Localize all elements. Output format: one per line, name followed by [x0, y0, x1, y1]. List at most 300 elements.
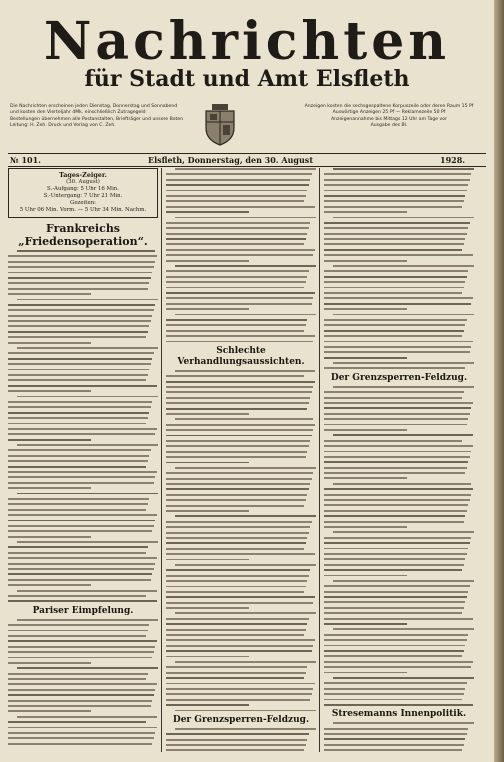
text-line	[166, 499, 306, 501]
text-line	[166, 195, 306, 197]
text-line	[8, 266, 154, 268]
text-line	[324, 424, 467, 426]
text-line	[324, 618, 473, 620]
text-line	[333, 628, 474, 630]
text-line	[166, 472, 313, 474]
text-line	[324, 351, 470, 353]
text-line	[324, 249, 462, 251]
text-line	[8, 552, 146, 554]
text-line	[324, 397, 462, 399]
text-line	[166, 335, 315, 337]
text-line	[8, 689, 155, 691]
text-line	[324, 569, 462, 571]
text-line	[8, 662, 91, 664]
text-line	[17, 541, 158, 543]
text-line	[333, 483, 471, 485]
text-line	[166, 287, 304, 289]
text-line	[166, 537, 307, 539]
text-line	[166, 666, 307, 668]
text-line	[8, 320, 151, 322]
text-line	[324, 591, 468, 593]
text-line	[8, 579, 151, 581]
text-line	[175, 728, 316, 730]
calendar-box	[8, 168, 158, 218]
text-line	[324, 645, 465, 647]
text-line	[166, 386, 313, 388]
text-line	[166, 575, 309, 577]
text-line	[8, 331, 148, 333]
text-line	[166, 435, 312, 437]
text-line	[17, 619, 158, 621]
text-line	[324, 413, 470, 415]
column-rule	[319, 168, 320, 752]
text-line	[324, 542, 470, 544]
text-line	[166, 634, 304, 636]
article-body	[324, 722, 474, 754]
info-line: Die Nachrichten erscheinen jeden Dienstag, Donnerstag und Sonnabend	[10, 104, 178, 109]
text-line	[166, 483, 310, 485]
text-line	[166, 319, 307, 321]
text-line	[8, 635, 146, 637]
text-line	[166, 704, 249, 706]
text-line	[8, 694, 154, 696]
info-line: Anzeigenannahme bis Mittags 12 Uhr am Tage vor	[331, 116, 447, 122]
text-line	[166, 184, 309, 186]
text-line	[8, 342, 91, 344]
text-line	[324, 504, 468, 506]
text-line	[333, 531, 474, 533]
text-line	[8, 406, 151, 408]
text-line	[324, 494, 471, 496]
text-line	[324, 693, 464, 695]
text-line	[8, 557, 157, 559]
text-line	[8, 563, 155, 565]
text-line	[8, 433, 155, 435]
text-line	[333, 677, 474, 679]
text-line	[166, 462, 249, 464]
text-line	[333, 362, 474, 364]
text-line	[324, 270, 468, 272]
text-line	[324, 548, 468, 550]
text-line	[166, 494, 307, 496]
text-line	[8, 737, 154, 739]
text-line	[8, 721, 146, 723]
text-line	[175, 314, 316, 316]
text-line	[324, 297, 473, 299]
text-line	[166, 227, 309, 229]
text-line	[324, 738, 465, 740]
article-heading: Schlechte Verhandlungsaussichten.	[177, 345, 305, 367]
text-line	[166, 424, 315, 426]
text-line	[324, 612, 462, 614]
article-heading: Stresemanns Innenpolitik.	[331, 709, 467, 720]
text-line	[8, 482, 154, 484]
text-line	[175, 515, 316, 517]
article-body	[166, 168, 316, 342]
text-line	[175, 710, 316, 712]
text-line	[324, 179, 470, 181]
text-line	[8, 449, 151, 451]
text-line	[166, 408, 307, 410]
text-line	[8, 525, 154, 527]
text-line	[8, 657, 152, 659]
text-line	[175, 564, 316, 566]
text-line	[166, 276, 307, 278]
text-line	[166, 254, 313, 256]
text-line	[8, 651, 154, 653]
column-1	[8, 168, 158, 754]
text-line	[8, 309, 154, 311]
text-line	[8, 412, 149, 414]
text-line	[324, 211, 407, 213]
text-line	[166, 303, 312, 305]
text-line	[166, 739, 307, 741]
text-line	[166, 270, 309, 272]
text-line	[166, 580, 307, 582]
text-line	[166, 413, 249, 415]
issue-date: Elsfleth, Donnerstag, den 30. August	[148, 155, 314, 165]
text-line	[8, 282, 149, 284]
text-line	[324, 728, 468, 730]
text-line	[324, 521, 464, 523]
text-line	[8, 595, 146, 597]
text-line	[324, 287, 464, 289]
text-line	[324, 634, 468, 636]
text-line	[8, 584, 91, 586]
text-line	[166, 749, 304, 751]
text-line	[8, 732, 155, 734]
column-3	[324, 168, 474, 754]
text-line	[324, 319, 467, 321]
text-line	[166, 211, 249, 213]
text-line	[166, 672, 306, 674]
text-line	[166, 688, 313, 690]
text-line	[324, 744, 464, 746]
text-line	[324, 672, 407, 674]
text-line	[166, 586, 306, 588]
text-line	[175, 168, 316, 170]
text-line	[166, 639, 315, 641]
info-line: Auswärtige Anzeigen 25 Pf — Reklamezeile 50 Pf	[332, 110, 446, 116]
text-line	[324, 184, 468, 186]
text-line	[324, 553, 467, 555]
article-body	[324, 168, 474, 369]
text-line	[8, 379, 146, 381]
text-line	[324, 650, 464, 652]
text-line	[324, 206, 462, 208]
info-line: Anzeigen kosten die sechsgespaltene Korpuszeile oder deren Raum 15 Pf	[304, 104, 474, 109]
text-line	[175, 265, 316, 267]
text-line	[324, 623, 407, 625]
text-line	[324, 515, 465, 517]
text-line	[333, 265, 474, 267]
text-line	[166, 596, 315, 598]
text-line	[8, 514, 157, 516]
text-line	[324, 456, 470, 458]
text-line	[324, 749, 462, 751]
text-line	[17, 396, 158, 398]
text-line	[324, 308, 407, 310]
text-line	[8, 498, 149, 500]
text-line	[8, 460, 148, 462]
text-line	[166, 645, 313, 647]
text-line	[166, 179, 310, 181]
text-line	[324, 601, 465, 603]
text-line	[324, 526, 407, 528]
text-line	[175, 370, 315, 372]
text-line	[166, 381, 315, 383]
text-line	[8, 646, 155, 648]
text-line	[8, 336, 146, 338]
text-line	[8, 536, 91, 538]
text-line	[166, 429, 313, 431]
text-line	[166, 324, 306, 326]
text-line	[8, 520, 155, 522]
text-line	[324, 537, 471, 539]
text-line	[166, 532, 309, 534]
text-line	[333, 217, 474, 219]
text-line	[8, 315, 152, 317]
article-body	[8, 619, 158, 745]
text-line	[8, 423, 146, 425]
text-line	[166, 445, 309, 447]
issue-number: № 101.	[10, 155, 41, 165]
text-line	[8, 293, 91, 295]
text-line	[166, 683, 315, 685]
text-line	[166, 206, 315, 208]
article-heading: Pariser Eimpfelung.	[32, 605, 134, 616]
text-line	[8, 439, 91, 441]
text-line	[324, 195, 465, 197]
text-line	[8, 401, 152, 403]
text-line	[166, 553, 315, 555]
text-line	[324, 461, 468, 463]
text-line	[324, 607, 464, 609]
text-line	[17, 347, 158, 349]
text-line	[324, 488, 473, 490]
text-line	[324, 190, 467, 192]
text-line	[166, 744, 306, 746]
text-line	[8, 743, 152, 745]
calendar-title: Tages-Zeiger.	[59, 171, 107, 179]
text-line	[166, 440, 310, 442]
text-line	[324, 477, 407, 479]
text-line	[8, 710, 91, 712]
text-line	[8, 705, 151, 707]
text-line	[8, 640, 157, 642]
text-line	[166, 238, 306, 240]
text-line	[324, 585, 470, 587]
text-line	[8, 385, 157, 387]
dateline	[8, 153, 486, 167]
text-line	[8, 325, 149, 327]
text-line	[166, 569, 310, 571]
text-line	[166, 308, 249, 310]
text-line	[324, 451, 471, 453]
text-line	[324, 243, 464, 245]
text-line	[8, 503, 148, 505]
text-line	[8, 363, 151, 365]
subscription-info	[10, 104, 186, 130]
text-line	[324, 227, 468, 229]
text-line	[166, 559, 249, 561]
text-line	[166, 618, 309, 620]
text-line	[166, 478, 312, 480]
text-line	[8, 369, 149, 371]
text-line	[324, 346, 471, 348]
text-line	[166, 297, 313, 299]
text-line	[8, 600, 157, 602]
text-line	[166, 526, 310, 528]
text-line	[8, 466, 146, 468]
text-line	[8, 476, 155, 478]
text-line	[166, 402, 309, 404]
text-line	[324, 429, 407, 431]
text-line	[8, 304, 155, 306]
text-line	[324, 499, 470, 501]
text-line	[324, 335, 462, 337]
info-line: Bestellungen übernehmen alle Postanstalten, Briefträger und unsere Boten	[10, 116, 184, 122]
text-line	[324, 558, 465, 560]
text-line	[166, 699, 310, 701]
text-line	[8, 428, 157, 430]
text-line	[324, 575, 407, 577]
text-line	[166, 456, 306, 458]
text-line	[166, 190, 307, 192]
text-line	[17, 299, 158, 301]
text-line	[166, 397, 310, 399]
text-line	[166, 281, 306, 283]
text-line	[333, 434, 473, 436]
calendar-line: Gezeiten:	[70, 200, 96, 206]
article-heading: Der Grenzsperren-Feldzug.	[172, 714, 310, 725]
text-line	[324, 407, 471, 409]
text-line	[166, 602, 313, 604]
text-line	[166, 505, 304, 507]
text-line	[333, 722, 474, 724]
text-line	[166, 451, 307, 453]
newspaper-subtitle: für Stadt und Amt Elsfleth	[84, 66, 410, 92]
info-line: und kosten den Vierteljahr 4Mk. einschließlich Zutragegeld	[10, 110, 146, 116]
text-line	[324, 222, 470, 224]
text-line	[324, 733, 467, 735]
text-line	[175, 418, 313, 420]
text-line	[324, 276, 467, 278]
text-line	[324, 682, 467, 684]
calendar-line: S.-Aufgang: 5 Uhr 16 Min.	[47, 186, 119, 192]
text-line	[333, 580, 474, 582]
text-line	[8, 272, 152, 274]
text-line	[166, 548, 304, 550]
text-line	[8, 568, 154, 570]
text-line	[17, 667, 158, 669]
text-line	[166, 591, 304, 593]
text-line	[324, 639, 467, 641]
text-line	[324, 367, 465, 369]
text-line	[166, 249, 315, 251]
text-line	[324, 200, 464, 202]
text-line	[166, 510, 249, 512]
text-line	[8, 255, 157, 257]
calendar-line: 5 Uhr 06 Min. Vorm. — 5 Uhr 34 Min. Nachm.	[19, 207, 147, 213]
text-line	[175, 661, 316, 663]
text-line	[17, 444, 158, 446]
text-line	[8, 546, 148, 548]
text-line	[324, 402, 473, 404]
text-line	[8, 630, 148, 632]
text-line	[324, 238, 465, 240]
issue-year: 1928.	[440, 155, 466, 165]
text-line	[324, 510, 467, 512]
info-line: Ausgabe des Bl.	[370, 123, 408, 129]
text-line	[324, 467, 467, 469]
calendar-line: (30. August)	[66, 179, 100, 185]
coat-of-arms-icon	[202, 104, 238, 146]
info-line: Leitung: H. Zeh. Druck und Verlag von C. Zeh.	[10, 123, 116, 129]
text-line	[166, 677, 304, 679]
article-heading: Der Grenzsperren-Feldzug.	[330, 372, 468, 383]
text-line	[166, 173, 312, 175]
text-line	[175, 467, 316, 469]
text-line	[166, 542, 306, 544]
article-body	[8, 250, 158, 602]
text-line	[8, 455, 149, 457]
text-line	[324, 418, 468, 420]
text-line	[166, 650, 312, 652]
text-line	[324, 472, 465, 474]
text-line	[166, 375, 304, 377]
text-line	[324, 173, 471, 175]
text-line	[8, 727, 157, 729]
text-line	[324, 292, 462, 294]
text-line	[17, 250, 155, 252]
text-line	[324, 564, 464, 566]
text-line	[324, 281, 465, 283]
text-line	[8, 277, 151, 279]
newspaper-title: Nachrichten	[43, 11, 451, 72]
text-line	[17, 716, 157, 718]
text-line	[324, 341, 473, 343]
text-line	[324, 445, 473, 447]
text-line	[166, 233, 307, 235]
text-line	[333, 314, 474, 316]
text-line	[324, 704, 473, 706]
article-body	[166, 370, 316, 712]
text-line	[8, 288, 148, 290]
text-line	[324, 655, 462, 657]
text-line	[166, 243, 304, 245]
text-line	[166, 693, 312, 695]
text-line	[8, 509, 146, 511]
text-line	[8, 487, 91, 489]
column-rule	[161, 168, 162, 752]
text-line	[324, 254, 473, 256]
text-line	[8, 700, 152, 702]
text-line	[324, 661, 473, 663]
text-line	[324, 699, 462, 701]
text-line	[166, 391, 312, 393]
text-line	[8, 417, 148, 419]
text-line	[166, 292, 315, 294]
text-line	[8, 390, 91, 392]
text-line	[166, 733, 309, 735]
page-edge	[494, 0, 504, 762]
text-line	[333, 168, 474, 170]
text-line	[324, 666, 471, 668]
text-line	[166, 488, 309, 490]
text-line	[8, 374, 148, 376]
text-line	[17, 590, 157, 592]
